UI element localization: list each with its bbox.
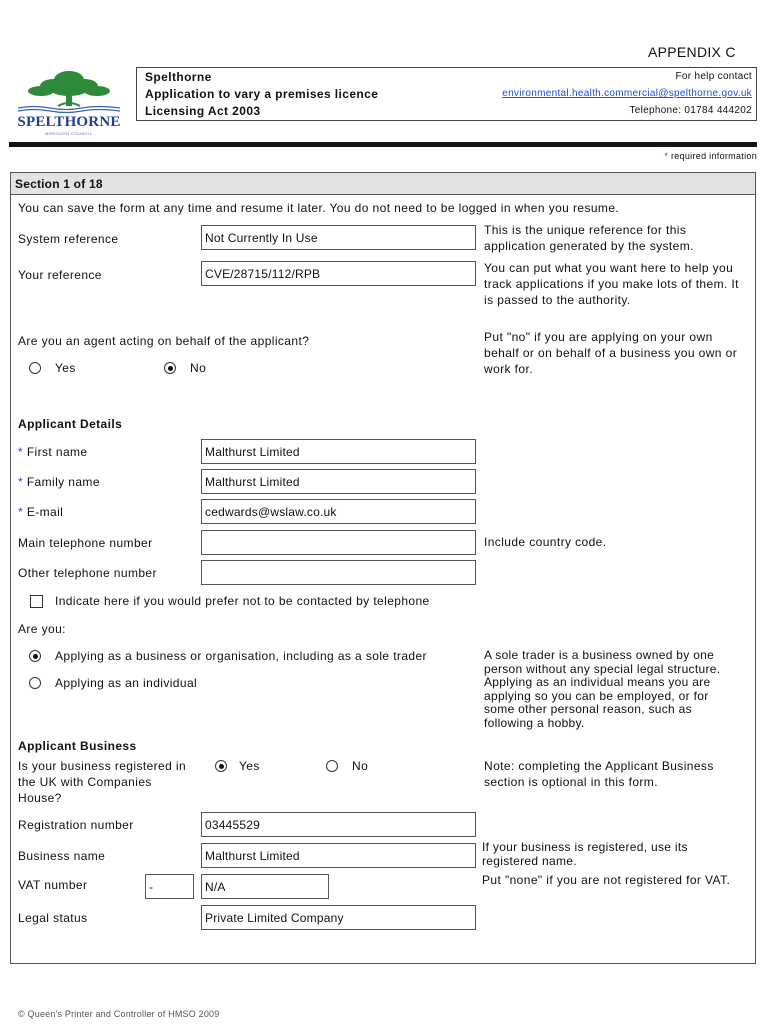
email-field[interactable]: cedwards@wslaw.co.uk (201, 499, 476, 524)
business-name-help (482, 841, 688, 868)
email-label-text: E-mail (26, 505, 64, 519)
system-reference-label: System reference (18, 232, 119, 246)
business-name-field[interactable]: Malthurst Limited (201, 843, 476, 868)
help-line: Applying as an individual means you are (484, 675, 711, 689)
header-act: Licensing Act 2003 (145, 104, 261, 118)
are-you-help (484, 649, 720, 730)
help-line: applying so you can be employed, or for (484, 688, 709, 703)
family-name-label (18, 475, 100, 489)
no-phone-contact-label: Indicate here if you would prefer not to be contacted by telephone (55, 594, 430, 608)
email-label (18, 505, 63, 519)
vat-number-label: VAT number (18, 878, 88, 892)
logo-subtitle: BOROUGH COUNCIL (45, 131, 93, 136)
help-telephone: Telephone: 01784 444202 (629, 105, 752, 116)
main-phone-field[interactable] (201, 530, 476, 555)
applicant-details-heading: Applicant Details (18, 417, 123, 431)
required-star: * (18, 445, 24, 459)
registered-question (18, 758, 186, 806)
help-line: some other personal reason, such as (484, 702, 692, 716)
help-line: track applications if you make lots of them. It (484, 277, 739, 291)
legal-status-label: Legal status (18, 911, 88, 925)
first-name-label-text: First name (26, 445, 88, 459)
applicant-business-heading: Applicant Business (18, 739, 137, 753)
first-name-label (18, 445, 88, 459)
system-reference-field[interactable]: Not Currently In Use (201, 225, 476, 250)
section-intro: You can save the form at any time and resume it later. You do not need to be logged in when you resume. (18, 201, 620, 215)
copyright-footer: © Queen's Printer and Controller of HMSO 2009 (18, 1009, 220, 1019)
business-option-label: Applying as a business or organisation, including as a sole trader (55, 649, 427, 663)
registration-number-field[interactable]: 03445529 (201, 812, 476, 837)
agent-no-radio[interactable] (164, 362, 176, 374)
are-you-question: Are you: (18, 622, 66, 636)
agent-no-label: No (190, 361, 207, 375)
help-line: If your business is registered, use its (482, 840, 688, 854)
radio-selected-dot (168, 366, 173, 371)
required-star: * (18, 475, 24, 489)
main-phone-label: Main telephone number (18, 536, 153, 550)
individual-radio[interactable] (29, 677, 41, 689)
help-line: following a hobby. (484, 715, 585, 730)
legal-status-field[interactable]: Private Limited Company (201, 905, 476, 930)
note-line: Note: completing the Applicant Business (484, 759, 714, 773)
agent-help (484, 329, 737, 377)
registered-yes-radio[interactable] (215, 760, 227, 772)
required-info-note (664, 151, 757, 161)
question-line: the UK with Companies (18, 775, 152, 789)
other-phone-field[interactable] (201, 560, 476, 585)
your-reference-label: Your reference (18, 268, 102, 282)
your-reference-field[interactable]: CVE/28715/112/RPB (201, 261, 476, 286)
help-line: is passed to the authority. (484, 293, 631, 307)
help-line: application generated by the system. (484, 239, 694, 253)
question-line: Is your business registered in (18, 759, 187, 773)
agent-yes-label: Yes (55, 361, 76, 375)
phone-help: Include country code. (484, 535, 607, 549)
required-star: * (18, 505, 24, 519)
header-divider (9, 142, 757, 147)
help-line: registered name. (482, 853, 577, 868)
business-name-label: Business name (18, 849, 106, 863)
radio-selected-dot (219, 764, 224, 769)
section-title: Section 1 of 18 (10, 172, 756, 195)
agent-question: Are you an agent acting on behalf of the applicant? (18, 334, 310, 348)
registered-no-label: No (352, 759, 369, 773)
help-line: behalf or on behalf of a business you own or (484, 346, 738, 360)
your-reference-help (484, 260, 739, 308)
vat-help: Put "none" if you are not registered for VAT. (482, 873, 731, 887)
help-email-link[interactable]: environmental.health.commercial@spelthorne.gov.uk (502, 88, 752, 99)
individual-option-label: Applying as an individual (55, 676, 198, 690)
appendix-label: APPENDIX C (648, 44, 736, 60)
logo-wordmark: SPELTHORNE (17, 114, 121, 130)
no-phone-contact-checkbox[interactable] (30, 595, 43, 608)
help-line: A sole trader is a business owned by one (484, 648, 715, 662)
other-phone-label: Other telephone number (18, 566, 157, 580)
family-name-field[interactable]: Malthurst Limited (201, 469, 476, 494)
help-line: You can put what you want here to help you (484, 261, 734, 275)
registered-yes-label: Yes (239, 759, 260, 773)
required-star: * (664, 151, 669, 161)
help-line: Put "no" if you are applying on your own (484, 330, 713, 344)
help-contact-label: For help contact (675, 71, 752, 82)
family-name-label-text: Family name (26, 475, 100, 489)
first-name-field[interactable]: Malthurst Limited (201, 439, 476, 464)
header-org: Spelthorne (145, 70, 212, 84)
agent-yes-radio[interactable] (29, 362, 41, 374)
help-line: work for. (484, 362, 533, 376)
vat-prefix-field[interactable]: - (145, 874, 194, 899)
registration-number-label: Registration number (18, 818, 134, 832)
form-header (136, 67, 757, 121)
note-line: section is optional in this form. (484, 775, 658, 789)
question-line: House? (18, 791, 62, 805)
required-info-text: required information (670, 151, 757, 161)
system-reference-help (484, 222, 694, 254)
help-line: This is the unique reference for this (484, 223, 687, 237)
radio-selected-dot (33, 654, 38, 659)
header-title: Application to vary a premises licence (145, 87, 379, 101)
business-note (484, 758, 714, 790)
business-radio[interactable] (29, 650, 41, 662)
registered-no-radio[interactable] (326, 760, 338, 772)
help-line: person without any special legal structure. (484, 661, 721, 676)
vat-number-field[interactable]: N/A (201, 874, 329, 899)
